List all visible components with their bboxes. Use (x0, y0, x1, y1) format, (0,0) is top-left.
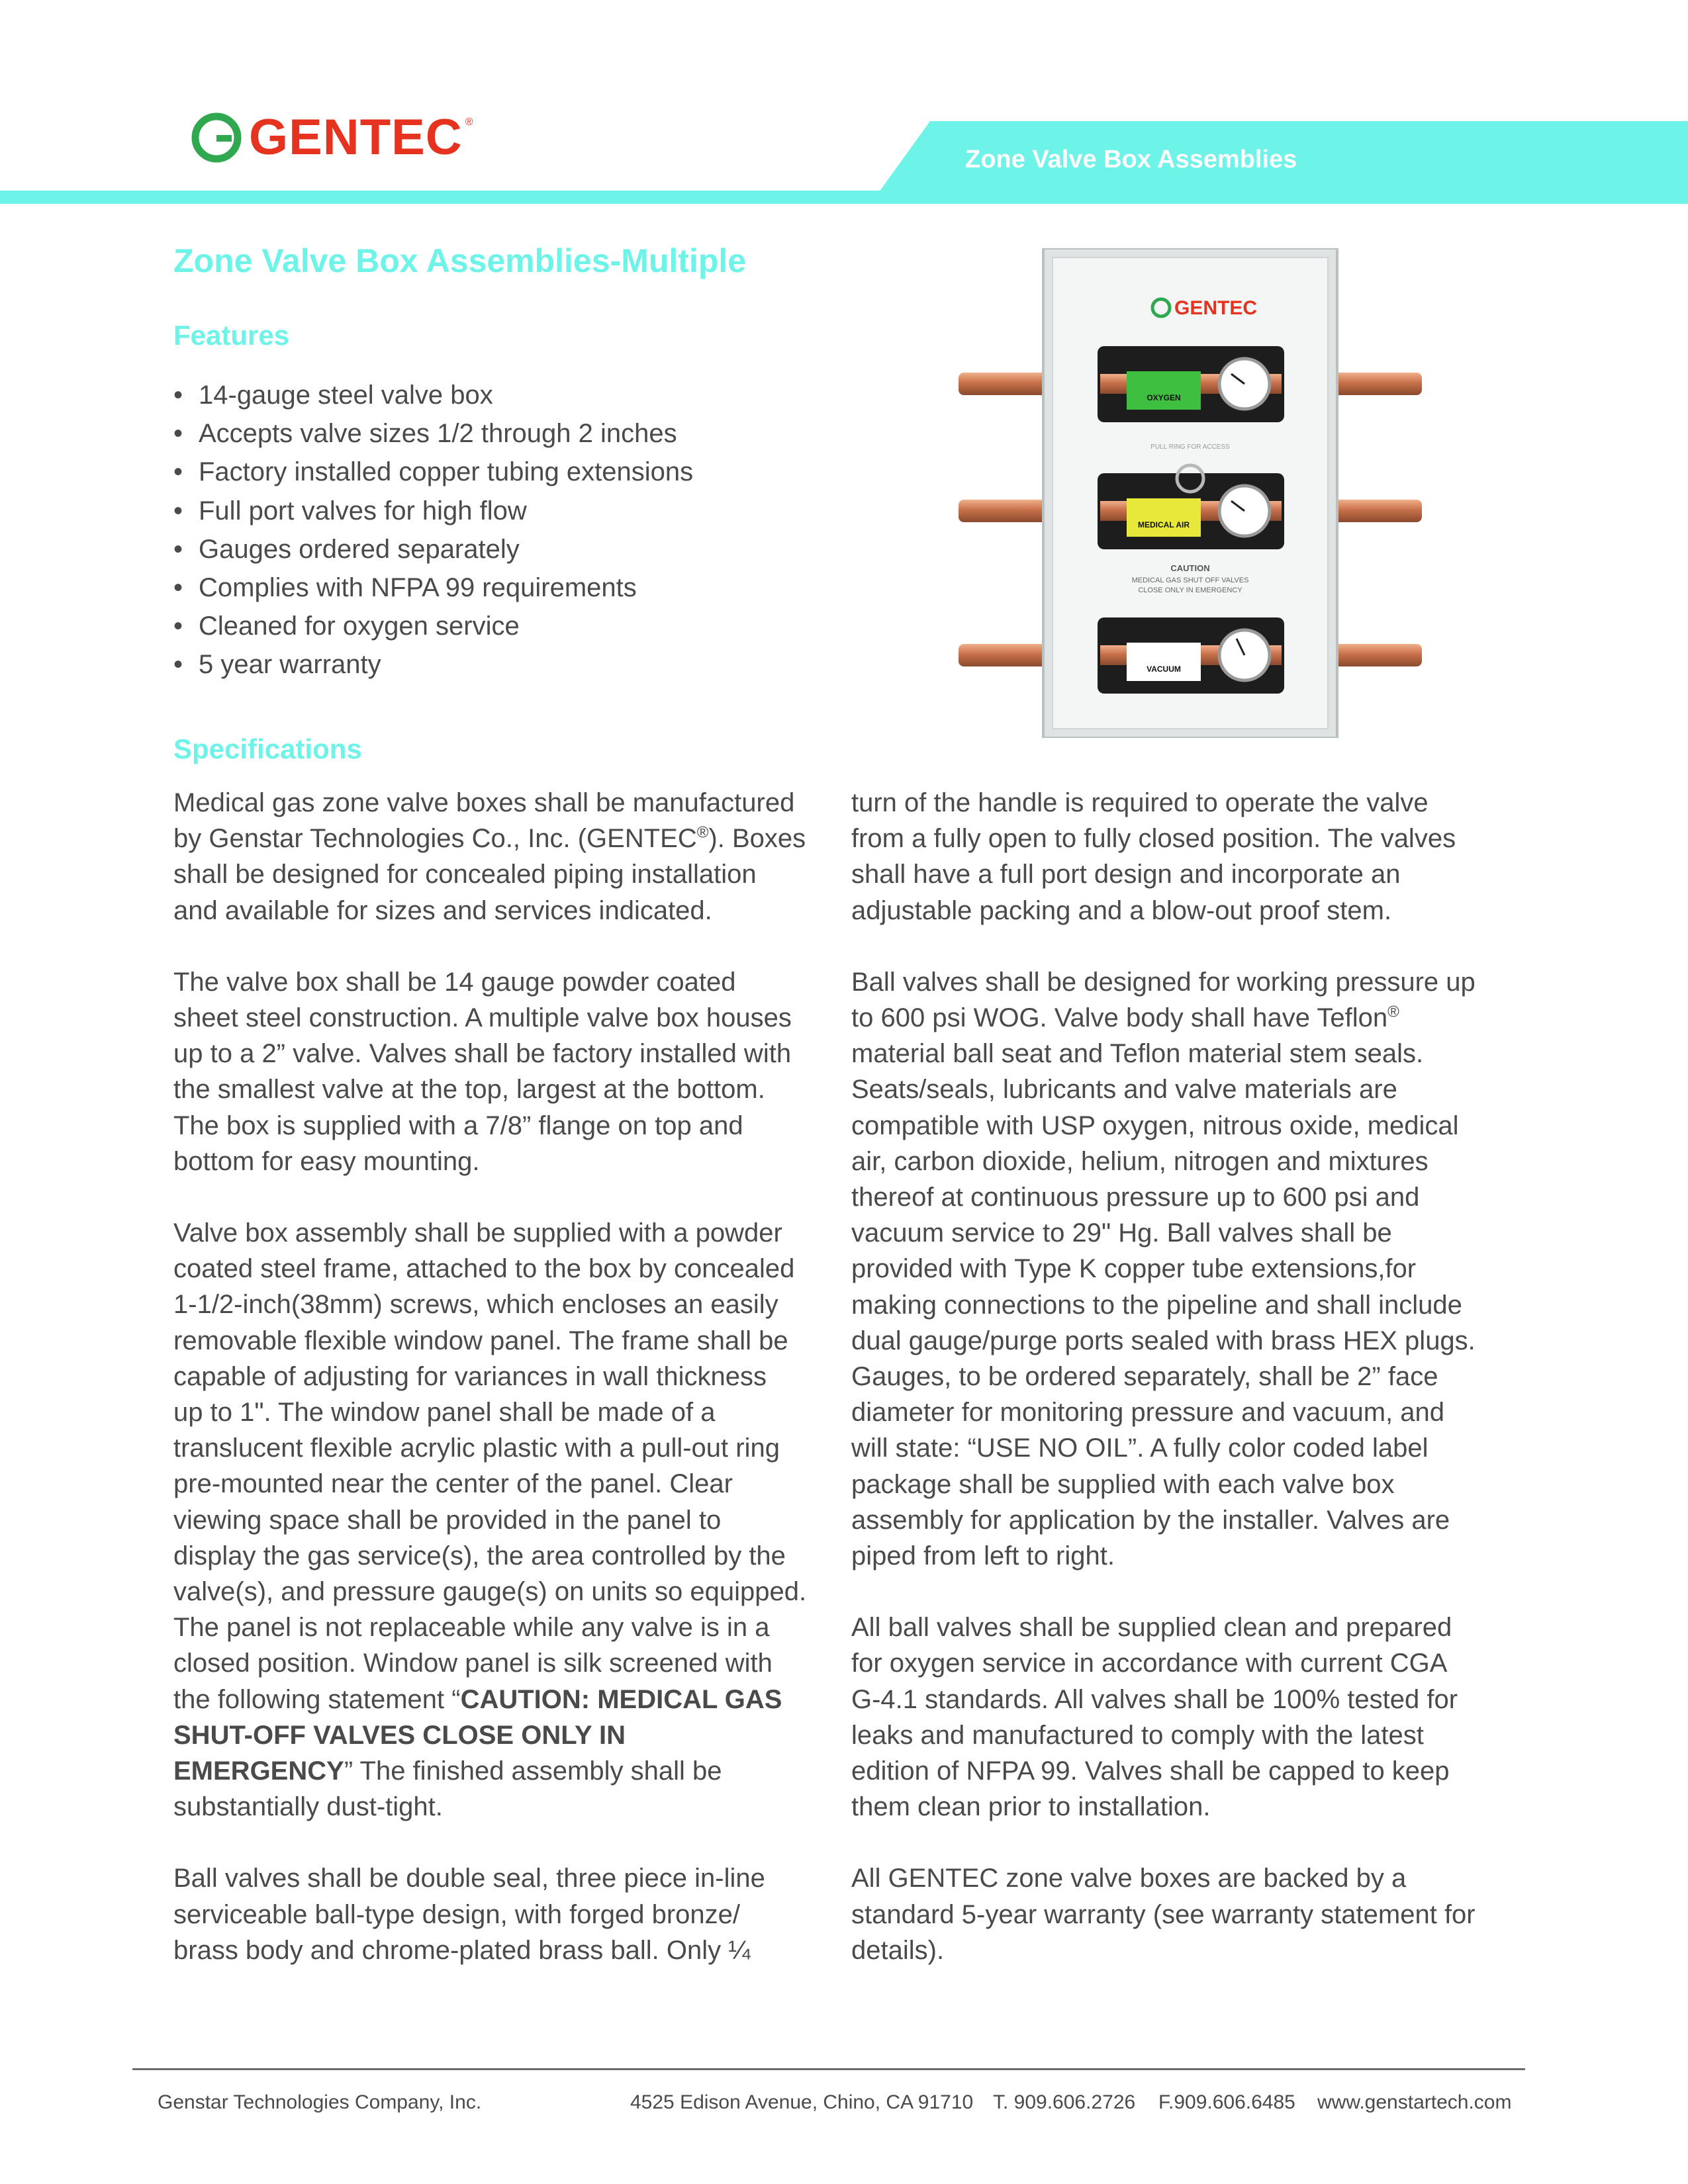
pressure-gauge-icon (1219, 359, 1270, 409)
svg-text:VACUUM: VACUUM (1147, 664, 1181, 674)
footer-phone: T. 909.606.2726 (993, 2091, 1136, 2113)
footer-website[interactable]: www.genstartech.com (1317, 2091, 1512, 2113)
svg-text:CLOSE ONLY IN EMERGENCY: CLOSE ONLY IN EMERGENCY (1138, 586, 1243, 594)
spec-paragraph: Ball valves shall be designed for working pressure up to 600 psi WOG. Valve body shall have Teflon® material ball seat and Teflon material stem seals. Seats/seals, lubricants and valve materials are compatible with USP oxygen, nitrous oxide, medical air, carbon dioxide, helium, nitrogen and mixtures thereof at continuous pressure up to 600 psi and vacuum service to 29" Hg. Ball valves shall be provided with Type K copper tube extensions,for making connections to the pipeline and shall include dual gauge/purge ports sealed with brass HEX plugs. Gauges, to be ordered separately, shall be 2” face diameter for monitoring pressure and vacuum, and will state: “USE NO OIL”. A fully color coded label package shall be supplied with each valve box assembly for application by the installer. Valves are piped from left to right. (851, 967, 1476, 1571)
features-heading: Features (173, 320, 290, 351)
spec-paragraph: Ball valves shall be double seal, three piece in-line serviceable ball-type design, with forged bronze/ brass body and chrome-plated brass ball. Only ¼ (173, 1864, 765, 1965)
list-item: • Accepts valve sizes 1/2 through 2 inches (173, 419, 677, 449)
pressure-gauge-icon (1219, 486, 1270, 536)
logo-wordmark: GENTEC (249, 109, 463, 165)
specifications-heading: Specifications (173, 733, 362, 764)
list-item: • Cleaned for oxygen service (173, 612, 520, 641)
spec-paragraph: turn of the handle is required to operate the valve from a fully open to fully closed position. The valves shall have a full port design and incorporate an adjustable packing and a blow-out proof stem. (851, 788, 1456, 925)
footer-company: Genstar Technologies Company, Inc. (158, 2091, 482, 2113)
oxygen-label (1127, 371, 1201, 410)
spec-paragraph: Valve box assembly shall be supplied with a powder coated steel frame, attached to the box by concealed 1-1/2-inch(38mm) screws, which encloses an easily removable flexible window panel. The frame shall be capable of adjusting for variances in wall thickness up to 1". The window panel shall be made of a translucent flexible acrylic plastic with a pull-out ring pre-mounted near the center of the panel. Clear viewing space shall be provided in the panel to display the gas service(s), the area controlled by the valve(s), and pressure gauge(s) on units so equipped. The panel is not replaceable while any valve is in a closed position. Window panel is silk screened with the following statement “CAUTION: MEDICAL GAS SHUT-OFF VALVES CLOSE ONLY IN EMERGENCY” The finished assembly shall be substantially dust-tight. (173, 1218, 807, 1822)
svg-text:MEDICAL AIR: MEDICAL AIR (1138, 520, 1190, 529)
spec-paragraph: All ball valves shall be supplied clean and prepared for oxygen service in accordance with current CGA G-4.1 standards. All valves shall be 100% tested for leaks and manufactured to comply with the latest edition of NFPA 99. Valves shall be capped to keep them clean prior to installation. (851, 1613, 1458, 1822)
spec-column-right (851, 785, 1513, 2004)
footer-divider (132, 2068, 1525, 2070)
svg-text:OXYGEN: OXYGEN (1147, 393, 1181, 402)
list-item: • Factory installed copper tubing extensions (173, 457, 694, 487)
vacuum-label (1127, 643, 1201, 681)
spec-paragraph: Medical gas zone valve boxes shall be manufactured by Genstar Technologies Co., Inc. (GENTEC®). Boxes shall be designed for concealed piping installation and available for sizes and services indicated. (173, 788, 806, 925)
medical-air-label (1127, 498, 1201, 537)
list-item: • Full port valves for high flow (173, 496, 527, 525)
svg-text:MEDICAL GAS SHUT OFF VALVES: MEDICAL GAS SHUT OFF VALVES (1131, 576, 1249, 584)
list-item: • Complies with NFPA 99 requirements (173, 573, 637, 603)
list-item: • Gauges ordered separately (173, 534, 520, 564)
zone-valve-box-image (959, 248, 1422, 738)
footer-fax: F.909.606.6485 (1158, 2091, 1295, 2113)
page-title: Zone Valve Box Assemblies-Multiple (173, 242, 747, 279)
list-item: • 14-gauge steel valve box (173, 381, 493, 410)
footer-address: 4525 Edison Avenue, Chino, CA 91710 (630, 2091, 974, 2113)
svg-text:GENTEC: GENTEC (1174, 297, 1258, 319)
vacuum-gauge-icon (1219, 630, 1270, 680)
list-item: • 5 year warranty (173, 650, 381, 680)
gentec-logo (191, 111, 473, 164)
svg-text:CAUTION: CAUTION (1170, 563, 1210, 573)
gentec-g-icon (191, 112, 242, 163)
spec-paragraph: All GENTEC zone valve boxes are backed by a standard 5-year warranty (see warranty statement for details). (851, 1864, 1476, 1965)
header-band (0, 191, 1688, 204)
section-tab-label: Zone Valve Box Assemblies (965, 146, 1297, 173)
features-list (173, 376, 693, 684)
logo-registered: ® (465, 116, 473, 128)
spec-column-left (173, 785, 835, 2004)
svg-text:PULL RING FOR ACCESS: PULL RING FOR ACCESS (1150, 443, 1230, 451)
spec-paragraph: The valve box shall be 14 gauge powder coated sheet steel construction. A multiple valve box houses up to a 2” valve. Valves shall be factory installed with the smallest valve at the top, largest at the bottom. The box is supplied with a 7/8” flange on top and bottom for easy mounting. (173, 967, 792, 1176)
